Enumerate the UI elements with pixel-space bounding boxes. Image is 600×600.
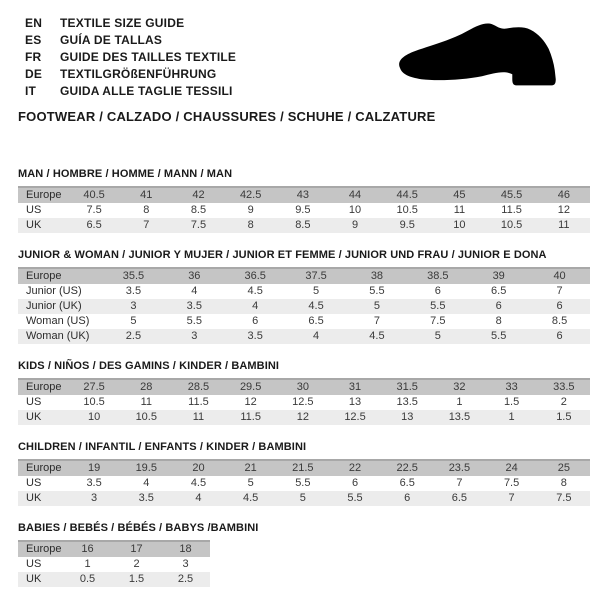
table-row xyxy=(18,395,590,410)
size-value-cell: 28 xyxy=(140,381,153,393)
size-value-cell: 8 xyxy=(560,477,567,489)
size-value-cell: 35.5 xyxy=(122,270,145,282)
size-value-cell: 28.5 xyxy=(187,381,210,393)
size-value-cell: 19.5 xyxy=(135,462,157,474)
size-value-cell: 22.5 xyxy=(396,462,418,474)
row-label-cell: Europe xyxy=(26,381,62,393)
table-row xyxy=(18,476,590,491)
size-value-cell: 13 xyxy=(348,396,362,408)
size-value-cell: 5 xyxy=(130,315,137,327)
row-label-cell: Europe xyxy=(26,462,62,474)
size-value-cell: 40.5 xyxy=(83,189,105,201)
size-value-cell: 2.5 xyxy=(177,573,194,585)
language-title: GUIDA ALLE TAGLIE TESSILI xyxy=(60,83,233,98)
size-value-cell: 4.5 xyxy=(190,477,207,489)
size-value-cell: 9.5 xyxy=(399,219,415,231)
size-value-cell: 2.5 xyxy=(125,330,142,342)
table-row xyxy=(18,329,590,344)
size-value-cell: 23.5 xyxy=(448,462,471,474)
table-row xyxy=(18,284,590,299)
section-title: CHILDREN / INFANTIL / ENFANTS / KINDER / BAMBINI xyxy=(18,441,307,453)
language-code: FR xyxy=(25,49,42,64)
size-value-cell: 13 xyxy=(401,411,414,423)
size-value-cell: 6 xyxy=(404,492,411,504)
size-value-cell: 10.5 xyxy=(396,204,418,216)
language-code: DE xyxy=(25,66,43,81)
size-value-cell: 8 xyxy=(495,315,502,327)
size-value-cell: 6.5 xyxy=(308,315,324,327)
size-value-cell: 33.5 xyxy=(553,381,575,393)
row-label-cell: UK xyxy=(26,411,42,423)
size-value-cell: 36 xyxy=(188,270,201,282)
size-value-cell: 44.5 xyxy=(396,189,418,201)
table-row xyxy=(18,379,590,395)
size-value-cell: 7.5 xyxy=(190,219,207,231)
size-value-cell: 7.5 xyxy=(86,204,102,216)
size-value-cell: 25 xyxy=(557,462,570,474)
row-label-cell: Woman (UK) xyxy=(26,330,90,342)
size-value-cell: 43 xyxy=(296,189,309,201)
size-value-cell: 10.5 xyxy=(135,411,157,423)
size-table-section xyxy=(18,168,590,233)
row-label-cell: US xyxy=(26,396,42,408)
size-value-cell: 11 xyxy=(558,219,570,231)
size-table-section xyxy=(18,441,590,506)
row-label-cell: UK xyxy=(26,573,42,585)
size-value-cell: 3.5 xyxy=(125,285,142,297)
size-value-cell: 10 xyxy=(348,204,362,216)
size-value-cell: 17 xyxy=(130,543,143,555)
row-label-cell: Europe xyxy=(26,270,62,282)
section-title: KIDS / NIÑOS / DES GAMINS / KINDER / BAMBINI xyxy=(18,360,280,372)
size-value-cell: 8.5 xyxy=(295,219,311,231)
language-title: GUÍA DE TALLAS xyxy=(60,32,163,47)
size-value-cell: 29.5 xyxy=(239,381,262,393)
size-value-cell: 12.5 xyxy=(344,411,366,423)
size-value-cell: 40 xyxy=(553,270,566,282)
size-value-cell: 12 xyxy=(296,411,309,423)
size-table xyxy=(18,186,590,233)
size-value-cell: 4 xyxy=(252,300,259,312)
dress-shoe-icon xyxy=(393,14,578,96)
table-row xyxy=(18,572,210,587)
size-table xyxy=(18,459,590,506)
size-value-cell: 2 xyxy=(560,396,567,408)
row-label-cell: Junior (US) xyxy=(26,285,82,297)
size-value-cell: 7 xyxy=(556,285,563,297)
table-row xyxy=(18,218,590,233)
size-value-cell: 46 xyxy=(557,189,570,201)
language-code: IT xyxy=(25,83,37,98)
row-label-cell: US xyxy=(26,204,42,216)
language-code: ES xyxy=(25,32,42,47)
language-code: EN xyxy=(25,15,43,30)
size-value-cell: 13.5 xyxy=(396,396,418,408)
row-label-cell: Europe xyxy=(26,543,62,555)
size-value-cell: 6 xyxy=(351,477,359,489)
size-value-cell: 0.5 xyxy=(79,573,96,585)
table-row xyxy=(18,410,590,425)
size-value-cell: 7.5 xyxy=(503,477,520,489)
size-value-cell: 4 xyxy=(313,330,320,342)
size-value-cell: 3 xyxy=(191,330,198,342)
tables-container xyxy=(18,168,590,587)
size-table-section xyxy=(18,522,590,587)
size-value-cell: 33 xyxy=(505,381,518,393)
size-value-cell: 10.5 xyxy=(83,396,105,408)
size-value-cell: 16 xyxy=(81,543,94,555)
size-value-cell: 4.5 xyxy=(308,300,324,312)
size-value-cell: 6.5 xyxy=(491,285,507,297)
size-value-cell: 8.5 xyxy=(190,204,207,216)
language-title: GUIDE DES TAILLES TEXTILE xyxy=(60,49,237,64)
size-value-cell: 6.5 xyxy=(451,492,468,504)
row-label-cell: Woman (US) xyxy=(26,315,90,327)
size-value-cell: 1.5 xyxy=(503,396,520,408)
size-value-cell: 10 xyxy=(87,411,101,423)
size-value-cell: 1.5 xyxy=(128,573,145,585)
size-value-cell: 6 xyxy=(556,330,563,342)
size-value-cell: 9 xyxy=(351,219,359,231)
size-value-cell: 41 xyxy=(140,189,153,201)
size-value-cell: 7.5 xyxy=(556,492,572,504)
size-value-cell: 10 xyxy=(453,219,466,231)
row-label-cell: US xyxy=(26,558,42,570)
size-value-cell: 30 xyxy=(296,381,309,393)
size-value-cell: 5 xyxy=(373,300,380,312)
size-value-cell: 3 xyxy=(130,300,137,312)
size-value-cell: 3 xyxy=(91,492,98,504)
size-value-cell: 45.5 xyxy=(500,189,523,201)
size-value-cell: 32 xyxy=(453,381,466,393)
size-value-cell: 37.5 xyxy=(305,270,327,282)
size-value-cell: 22 xyxy=(348,462,362,474)
size-value-cell: 4 xyxy=(191,285,198,297)
size-value-cell: 6 xyxy=(434,285,441,297)
category-title: FOOTWEAR / CALZADO / CHAUSSURES / SCHUHE / CALZATURE xyxy=(18,109,436,124)
size-value-cell: 4.5 xyxy=(247,285,263,297)
size-value-cell: 1 xyxy=(84,558,91,570)
size-value-cell: 8.5 xyxy=(551,315,568,327)
size-value-cell: 7 xyxy=(456,477,463,489)
size-value-cell: 1.5 xyxy=(556,411,572,423)
table-row xyxy=(18,314,590,329)
table-row xyxy=(18,541,210,557)
size-value-cell: 5.5 xyxy=(295,477,311,489)
size-value-cell: 4.5 xyxy=(243,492,259,504)
size-table-section xyxy=(18,360,590,425)
size-value-cell: 11.5 xyxy=(501,204,522,216)
size-value-cell: 38.5 xyxy=(427,270,449,282)
size-value-cell: 42 xyxy=(192,189,205,201)
size-table xyxy=(18,267,590,344)
size-value-cell: 6.5 xyxy=(86,219,102,231)
size-value-cell: 6 xyxy=(495,300,502,312)
language-title: TEXTILGRÖßENFÜHRUNG xyxy=(60,66,217,81)
size-table xyxy=(18,378,590,425)
size-value-cell: 7 xyxy=(373,315,380,327)
dress-shoe-shape xyxy=(399,23,556,85)
section-title: BABIES / BEBÉS / BÉBÉS / BABYS /BAMBINI xyxy=(18,522,259,534)
size-value-cell: 3.5 xyxy=(186,300,202,312)
table-row xyxy=(18,557,210,572)
size-value-cell: 5.5 xyxy=(186,315,202,327)
size-value-cell: 39 xyxy=(492,270,505,282)
size-value-cell: 6.5 xyxy=(399,477,415,489)
size-value-cell: 2 xyxy=(133,558,140,570)
size-value-cell: 4 xyxy=(143,477,150,489)
size-value-cell: 5 xyxy=(313,285,320,297)
size-value-cell: 1 xyxy=(456,396,463,408)
size-value-cell: 31 xyxy=(348,381,362,393)
size-value-cell: 5.5 xyxy=(369,285,385,297)
size-value-cell: 4 xyxy=(195,492,202,504)
size-value-cell: 4.5 xyxy=(369,330,385,342)
size-value-cell: 24 xyxy=(505,462,518,474)
row-label-cell: Europe xyxy=(26,189,62,201)
row-label-cell: UK xyxy=(26,492,42,504)
size-value-cell: 5 xyxy=(299,492,306,504)
size-value-cell: 12 xyxy=(557,204,570,216)
size-value-cell: 21 xyxy=(244,462,257,474)
size-value-cell: 12.5 xyxy=(292,396,314,408)
size-value-cell: 11 xyxy=(453,204,466,216)
table-row xyxy=(18,299,590,314)
size-value-cell: 18 xyxy=(179,543,192,555)
size-table-section xyxy=(18,249,590,344)
size-value-cell: 3 xyxy=(182,558,189,570)
size-value-cell: 5.5 xyxy=(491,330,507,342)
size-value-cell: 8 xyxy=(143,204,150,216)
size-value-cell: 36.5 xyxy=(244,270,266,282)
size-value-cell: 12 xyxy=(244,396,257,408)
size-value-cell: 9 xyxy=(247,204,254,216)
row-label-cell: Junior (UK) xyxy=(26,300,82,312)
table-row xyxy=(18,187,590,203)
size-value-cell: 10.5 xyxy=(500,219,523,231)
size-value-cell: 6 xyxy=(556,300,563,312)
size-value-cell: 31.5 xyxy=(396,381,418,393)
table-row xyxy=(18,203,590,218)
size-value-cell: 5.5 xyxy=(430,300,446,312)
size-value-cell: 7 xyxy=(508,492,515,504)
size-value-cell: 45 xyxy=(453,189,466,201)
size-value-cell: 3.5 xyxy=(247,330,263,342)
size-value-cell: 42.5 xyxy=(239,189,262,201)
size-value-cell: 11.5 xyxy=(188,396,209,408)
size-value-cell: 6 xyxy=(252,315,259,327)
table-row xyxy=(18,460,590,476)
section-title: JUNIOR & WOMAN / JUNIOR Y MUJER / JUNIOR ET FEMME / JUNIOR UND FRAU / JUNIOR E DONA xyxy=(18,249,547,261)
size-value-cell: 3.5 xyxy=(138,492,154,504)
size-value-cell: 11.5 xyxy=(240,411,261,423)
size-value-cell: 27.5 xyxy=(83,381,105,393)
size-table xyxy=(18,540,210,587)
size-value-cell: 1 xyxy=(508,411,515,423)
size-value-cell: 21.5 xyxy=(292,462,314,474)
size-value-cell: 7 xyxy=(143,219,150,231)
size-value-cell: 3.5 xyxy=(86,477,102,489)
size-value-cell: 5 xyxy=(247,477,254,489)
size-value-cell: 8 xyxy=(247,219,254,231)
size-value-cell: 5 xyxy=(434,330,441,342)
section-title: MAN / HOMBRE / HOMME / MANN / MAN xyxy=(18,168,233,180)
size-value-cell: 19 xyxy=(87,462,101,474)
size-value-cell: 44 xyxy=(348,189,362,201)
table-row xyxy=(18,491,590,506)
row-label-cell: US xyxy=(26,477,42,489)
size-value-cell: 5.5 xyxy=(347,492,363,504)
size-value-cell: 11 xyxy=(192,411,205,423)
size-value-cell: 13.5 xyxy=(448,411,471,423)
size-value-cell: 20 xyxy=(192,462,205,474)
size-value-cell: 9.5 xyxy=(295,204,311,216)
size-value-cell: 7.5 xyxy=(430,315,446,327)
table-row xyxy=(18,268,590,284)
language-title: TEXTILE SIZE GUIDE xyxy=(60,15,185,30)
size-value-cell: 38 xyxy=(370,270,384,282)
row-label-cell: UK xyxy=(26,219,42,231)
size-value-cell: 11 xyxy=(140,396,152,408)
